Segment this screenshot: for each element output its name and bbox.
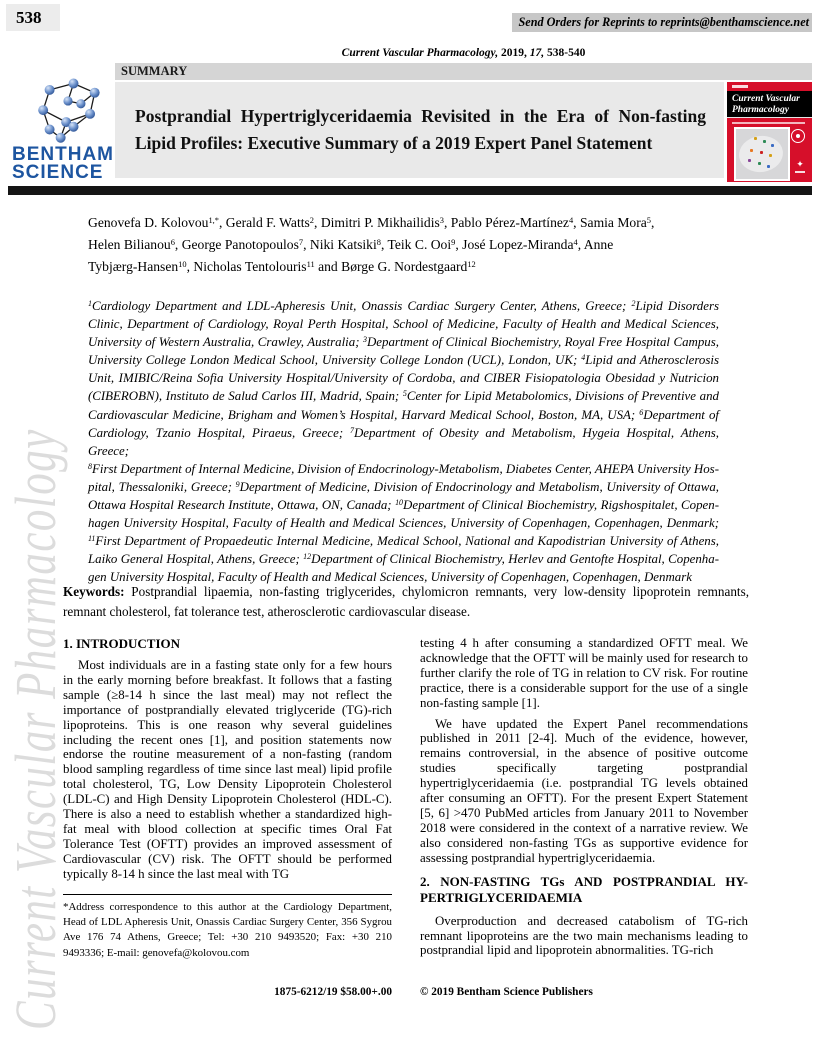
author-line: Tybjærg-Hansen$^{10}$, Nicholas Tentolouris$^{11}$ and Børge G. Nordestgaard$^{12}$ bbox=[88, 258, 476, 274]
cover-journal-name-line2: Pharmacology bbox=[732, 104, 789, 115]
author-list bbox=[88, 212, 733, 278]
copyright-notice: © 2019 Bentham Science Publishers bbox=[420, 986, 593, 998]
affiliation-line: Clinic, Department of Cardiology, Royal Perth Hospital, School of Medicine, Faculty of Health and Medical Sciences, bbox=[88, 317, 719, 332]
keywords-label: Keywords: bbox=[63, 584, 125, 599]
body-column-right bbox=[420, 636, 748, 964]
affiliation-line: Cardiology, Tzanio Hospital, Piraeus, Greece; $^7$Department of Obesity and Metabolism, Hygeia Hospital, Athens, Greece; bbox=[88, 425, 720, 458]
affiliation-line: (CIBEROBN), Instituto de Salud Carlos III, Madrid, Spain; $^5$Center for Lipid Metabolomics, Divisions of Preventive and bbox=[88, 389, 719, 404]
cover-journal-name bbox=[727, 91, 812, 118]
affiliation-line: University of Western Australia, Crawley, Australia; $^3$Department of Clinical Biochemistry, Royal Free Hospital Campus, bbox=[88, 335, 719, 350]
publisher-logo bbox=[10, 78, 114, 182]
affiliation-line: $^1$Cardiology Department and LDL-Apheresis Unit, Onassis Cardiac Surgery Center, Athens, Greece; $^2$Lipid Disorders bbox=[88, 299, 719, 313]
affiliations bbox=[88, 297, 719, 587]
bentham-mini-logo-icon: ✦ bbox=[793, 161, 807, 173]
journal-watermark-vertical: Current Vascular Pharmacology bbox=[3, 428, 68, 1030]
publisher-name-line1: BENTHAM bbox=[12, 144, 114, 165]
article-type-label: SUMMARY bbox=[115, 63, 812, 80]
cover-tagline bbox=[732, 122, 805, 124]
body-paragraph: Overproduction and decreased catabolism of TG-rich remnant lipoproteins are the two main mechanisms leading to postprandial lipid and lipoprotein abnormalities. TG-rich bbox=[420, 913, 748, 958]
affiliation-line: Ottawa Hospital Research Institute, Ottawa, ON, Canada; $^{10}$Department of Clinical Biochemistry, Rigshospitalet, Copen- bbox=[88, 498, 720, 513]
issn-price: 1875-6212/19 $58.00+.00 bbox=[274, 986, 392, 998]
article-title-line2: Lipid Profiles: Executive Summary of a 2019 Expert Panel Statement bbox=[135, 133, 653, 153]
body-column-left bbox=[63, 636, 392, 961]
affiliation-line: $^{11}$First Department of Propaedeutic Internal Medicine, Medical School, National and Kapodistrian University of Athens, bbox=[88, 534, 719, 549]
article-title-box bbox=[115, 82, 724, 178]
section-1-heading: 1. INTRODUCTION bbox=[63, 636, 181, 651]
cover-journal-name-line1: Current Vascular bbox=[732, 94, 800, 104]
affiliation-line: Unit, IMIBIC/Reina Sofia University Hospital/University of Cordoba, and CIBER Fisiopatologia Obesidad y Nutricion bbox=[88, 371, 719, 386]
affiliation-line: Cardiovascular Medicine, Brigham and Women’s Hospital, Harvard Medical School, Boston, MA, USA; $^6$Department of bbox=[88, 407, 720, 422]
journal-cover-thumbnail bbox=[727, 82, 812, 182]
cover-issue-text bbox=[732, 85, 748, 88]
publisher-name-line2: SCIENCE bbox=[12, 162, 104, 183]
affiliation-line: $^8$First Department of Internal Medicine, Division of Endocrinology-Metabolism, Diabetes Center, AHEPA University Hos- bbox=[88, 461, 719, 476]
section-2-heading-line1: 2. NON-FASTING TGs AND POSTPRANDIAL HY- bbox=[420, 873, 748, 889]
article-title-line1: Postprandial Hypertriglyceridaemia Revisited in the Era of Non-fasting bbox=[135, 106, 706, 126]
journal-citation bbox=[115, 47, 812, 59]
citation-pages: 538-540 bbox=[544, 47, 586, 59]
citation-year: 2019, bbox=[498, 47, 530, 59]
keywords-text: Postprandial lipaemia, non-fasting triglycerides, chylomicron remnants, very low-density lipoprotein remnants, remnant cholesterol, fat tolerance test, atherosclerotic cardiovascular disease. bbox=[63, 584, 750, 619]
footnote-divider bbox=[63, 894, 392, 895]
keywords bbox=[63, 582, 749, 622]
affiliation-line: Laiko General Hospital, Athens, Greece; $^{12}$Department of Clinical Biochemistry, Herlev and Gentofte Hospital, Copenha- bbox=[88, 552, 719, 567]
affiliation-line: gen University Hospital, Faculty of Health and Medical Sciences, University of Copenhagen, Copenhagen, Denmark bbox=[88, 570, 692, 585]
cover-emblem-icon bbox=[791, 129, 805, 143]
citation-volume: 17, bbox=[529, 47, 545, 59]
affiliation-line: University College London Medical School, University College London (UCL), London, UK; $^4$Lipid and Atherosclerosis bbox=[88, 353, 719, 368]
body-paragraph: We have updated the Expert Panel recommendations published in 2011 [2-4]. Much of the evidence, however, remains controversial, in the absence of positive outcome studies specifically targeting postprandial hypertriglyceridaemia (i.e. postprandial TG levels obtained after consuming an OFTT). For the present Expert Statement [5, 6] >470 PubMed articles from January 2011 to November 2018 were considered in the context of a narrative review. We also considered non-fasting TGs as supportive evidence for assessing postprandial hypertriglyceridaemia. bbox=[420, 716, 748, 865]
reprint-notice: Send Orders for Reprints to reprints@benthamscience.net bbox=[512, 13, 812, 32]
page-number: 538 bbox=[6, 4, 60, 31]
molecule-logo-icon bbox=[22, 78, 114, 146]
author-line: Genovefa D. Kolovou$^{1,*}$, Gerald F. Watts$^2$, Dimitri P. Mikhailidis$^3$, Pablo Pérez-Martínez$^4$, Samia Mora$^5$, bbox=[88, 214, 655, 230]
header-divider-bar bbox=[8, 186, 812, 195]
section-2-heading-line2: PERTRIGLYCERIDAEMIA bbox=[420, 890, 583, 906]
author-line: Helen Bilianou$^6$, George Panotopoulos$^7$, Niki Katsiki$^8$, Teik C. Ooi$^9$, José Lopez-Miranda$^4$, Anne bbox=[88, 236, 614, 252]
cover-illustration bbox=[734, 127, 790, 181]
citation-journal: Current Vascular Pharmacology, bbox=[341, 47, 499, 59]
body-paragraph: testing 4 h after consuming a standardized OFTT meal. We acknowledge that the OFTT will be mainly used for research to further clarify the role of TG in relation to CV risk. For routine practice, there is a considerable support for the use of a single non-fasting sample [1]. bbox=[420, 636, 748, 710]
affiliation-line: pital, Thessaloniki, Greece; $^9$Department of Medicine, Division of Endocrinology and Metabolism, University of Ottawa, bbox=[88, 479, 719, 494]
correspondence-footnote: *Address correspondence to this author at the Cardiology Department, Head of LDL Apheresis Unit, Onassis Cardiac Surgery Center, 356 Sygrou Ave 176 74 Athens, Greece; Tel: +30 210 9493520; Fax: +30 210 9493336; E-mail: genovefa@kolovou.com bbox=[63, 900, 392, 959]
affiliation-line: hagen University Hospital, Faculty of Health and Medical Sciences, University of Copenhagen, Copenhagen, Denmark; bbox=[88, 516, 719, 531]
intro-paragraph: Most individuals are in a fasting state only for a few hours in the early morning before breakfast. It follows that a fasting sample (≥8-14 h since the last meal) may not reflect the importance of postprandially elevated triglyceride (TG)-rich lipoproteins. This is one reason why several guidelines including the recent ones [1], and position statements now endorse the routine measurement of a non-fasting (random blood sampling regardless of time since last meal) lipid profile total cholesterol, TG, Low Density Lipoprotein Cholesterol (LDL-C) and High Density Lipoprotein Cholesterol (HDL-C). There is also a need to establish whether a standardized high-fat meal with blood collection at specific times Oral Fat Tolerance Test (OFTT) provides an improved assessment of Cardiovascular (CV) risk. The OFTT should be performed typically 8-14 h since the last meal with TG bbox=[63, 658, 392, 881]
cover-cell-shape bbox=[737, 133, 786, 175]
